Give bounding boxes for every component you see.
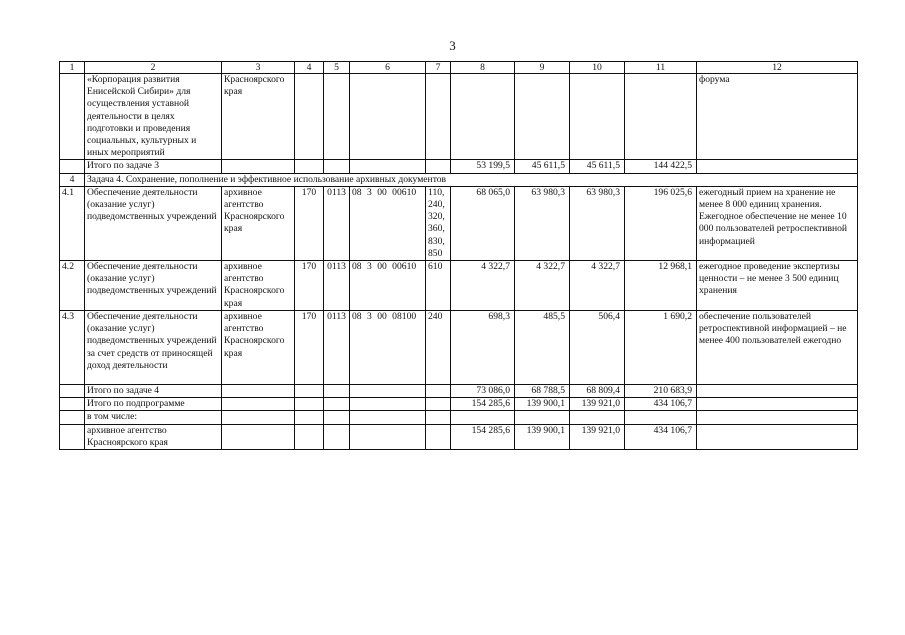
row-name: Обеспечение деятельности (оказание услуг) подведомственных учреждений [85,186,222,260]
row-vr: 110, 240, 320, 360, 830, 850 [426,186,451,260]
row-value-col10 [570,74,625,160]
row-executor: Красноярского края [222,74,295,160]
row-value-col8 [451,74,515,160]
row-executor: архивное агентство Красноярского края [222,261,295,311]
row-vr [426,74,451,160]
row-value-col8: 53 199,5 [451,160,515,173]
row-result [697,160,858,173]
table-row [60,74,858,160]
row-name: в том числе: [85,411,222,424]
row-value-col11: 210 683,9 [625,385,697,398]
row-executor: архивное агентство Красноярского края [222,311,295,385]
row-value-col9 [515,411,570,424]
row-executor [222,398,295,411]
row-result: форума [697,74,858,160]
row-value-col10: 4 322,7 [570,261,625,311]
header-cell: 11 [625,62,697,74]
header-cell: 6 [350,62,426,74]
table-row [60,385,858,398]
row-name: «Корпорация развития Енисейской Сибири» для осуществления уставной деятельности в целях подготовки и проведения социальных, культурных и иных мероприятий [85,74,222,160]
row-value-col10: 139 921,0 [570,424,625,449]
row-number [60,385,85,398]
row-value-col11 [625,74,697,160]
table-row [60,398,858,411]
row-csr [350,160,426,173]
row-result: ежегодный прием на хранение не менее 8 000 единиц хранения. Ежегодное обеспечение не менее 10 000 пользователей ретроспективной информацией [697,186,858,260]
row-value-col8: 73 086,0 [451,385,515,398]
row-value-col11: 12 968,1 [625,261,697,311]
row-value-col10: 63 980,3 [570,186,625,260]
row-value-col11: 434 106,7 [625,424,697,449]
row-csr: 08 3 00 00610 [350,261,426,311]
row-name: Обеспечение деятельности (оказание услуг) подведомственных учреждений [85,261,222,311]
table-row [60,424,858,449]
row-rzpr [324,411,350,424]
row-value-col9: 68 788,5 [515,385,570,398]
row-name: Итого по задаче 3 [85,160,222,173]
row-value-col9: 63 980,3 [515,186,570,260]
row-csr [350,398,426,411]
program-table [59,61,858,450]
row-csr [350,424,426,449]
row-value-col11 [625,411,697,424]
row-value-col9 [515,74,570,160]
header-cell: 10 [570,62,625,74]
table-row [60,261,858,311]
row-value-col8 [451,411,515,424]
row-number [60,398,85,411]
task-heading-row [60,173,858,186]
row-grbs: 170 [295,186,324,260]
row-vr: 610 [426,261,451,311]
row-rzpr [324,398,350,411]
row-vr [426,424,451,449]
row-grbs [295,385,324,398]
row-result [697,398,858,411]
row-csr: 08 3 00 00610 [350,186,426,260]
header-cell: 4 [295,62,324,74]
row-name: Итого по подпрограмме [85,398,222,411]
row-vr [426,160,451,173]
row-value-col11: 144 422,5 [625,160,697,173]
task-title: Задача 4. Сохранение, пополнение и эффективное использование архивных документов [85,173,858,186]
row-number [60,424,85,449]
row-value-col8: 154 285,6 [451,424,515,449]
row-grbs [295,74,324,160]
row-vr [426,411,451,424]
row-rzpr: 0113 [324,311,350,385]
page-number: 3 [449,38,456,53]
row-executor [222,411,295,424]
row-value-col9: 139 900,1 [515,398,570,411]
row-executor [222,160,295,173]
row-value-col10: 506,4 [570,311,625,385]
row-grbs [295,411,324,424]
table-row [60,160,858,173]
header-cell: 7 [426,62,451,74]
row-number [60,74,85,160]
task-number: 4 [60,173,85,186]
row-value-col9: 45 611,5 [515,160,570,173]
row-value-col11: 1 690,2 [625,311,697,385]
row-rzpr: 0113 [324,186,350,260]
row-value-col8: 698,3 [451,311,515,385]
table-row [60,311,858,385]
row-result: ежегодное проведение экспертизы ценности – не менее 3 500 единиц хранения [697,261,858,311]
row-value-col11: 434 106,7 [625,398,697,411]
row-name: Итого по задаче 4 [85,385,222,398]
row-csr [350,411,426,424]
header-cell: 8 [451,62,515,74]
row-grbs: 170 [295,311,324,385]
row-csr [350,74,426,160]
row-executor [222,385,295,398]
header-cell: 2 [85,62,222,74]
header-cell: 3 [222,62,295,74]
row-grbs [295,398,324,411]
row-csr [350,385,426,398]
row-vr: 240 [426,311,451,385]
row-grbs [295,160,324,173]
row-rzpr: 0113 [324,261,350,311]
row-csr: 08 3 00 08100 [350,311,426,385]
row-name: архивное агентство Красноярского края [85,424,222,449]
row-rzpr [324,74,350,160]
row-value-col10 [570,411,625,424]
header-cell: 1 [60,62,85,74]
row-value-col10: 45 611,5 [570,160,625,173]
row-vr [426,398,451,411]
row-value-col8: 4 322,7 [451,261,515,311]
row-grbs: 170 [295,261,324,311]
row-result [697,424,858,449]
row-rzpr [324,424,350,449]
row-result [697,411,858,424]
column-number-row [60,62,858,74]
row-value-col9: 485,5 [515,311,570,385]
header-cell: 5 [324,62,350,74]
row-grbs [295,424,324,449]
row-result: обеспечение пользователей ретроспективной информацией – не менее 400 пользователей ежегодно [697,311,858,385]
header-cell: 12 [697,62,858,74]
table-row [60,411,858,424]
row-number [60,411,85,424]
row-rzpr [324,385,350,398]
row-value-col9: 139 900,1 [515,424,570,449]
row-value-col9: 4 322,7 [515,261,570,311]
row-value-col10: 68 809,4 [570,385,625,398]
table-row [60,186,858,260]
row-result [697,385,858,398]
row-executor: архивное агентство Красноярского края [222,186,295,260]
row-number: 4.3 [60,311,85,385]
row-number [60,160,85,173]
row-rzpr [324,160,350,173]
row-name: Обеспечение деятельности (оказание услуг) подведомственных учреждений за счет средств от приносящей доход деятельности [85,311,222,385]
row-value-col8: 154 285,6 [451,398,515,411]
row-number: 4.2 [60,261,85,311]
row-number: 4.1 [60,186,85,260]
row-executor [222,424,295,449]
row-vr [426,385,451,398]
header-cell: 9 [515,62,570,74]
row-value-col8: 68 065,0 [451,186,515,260]
row-value-col11: 196 025,6 [625,186,697,260]
row-value-col10: 139 921,0 [570,398,625,411]
